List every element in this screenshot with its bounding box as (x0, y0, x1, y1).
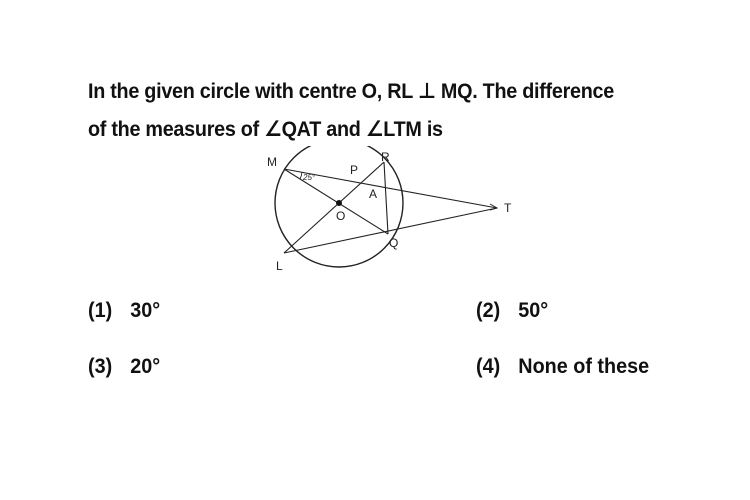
option-2-text: 50° (518, 298, 549, 322)
option-4[interactable] (476, 354, 649, 379)
chord-rl (284, 162, 384, 253)
option-1[interactable] (88, 298, 160, 323)
option-1-text: 30° (130, 298, 161, 322)
question-line-2: of the measures of ∠QAT and ∠LTM is (88, 117, 443, 141)
circle-diagram (250, 146, 530, 278)
angle-arc-m (300, 172, 302, 179)
label-l: L (276, 259, 283, 273)
label-r: R (381, 150, 390, 164)
label-p: P (350, 163, 359, 177)
option-3-number: (3) (88, 354, 113, 378)
option-4-text: None of these (518, 354, 650, 378)
option-3-text: 20° (130, 354, 161, 378)
option-2-number: (2) (476, 298, 501, 322)
option-3[interactable] (88, 354, 160, 379)
option-1-number: (1) (88, 298, 113, 322)
centre-dot (336, 200, 342, 206)
label-m: M (267, 155, 277, 169)
circle-diagram-svg (250, 146, 530, 278)
label-o: O (336, 209, 346, 223)
option-2[interactable] (476, 298, 548, 323)
angle-label-25: 25° (303, 173, 316, 182)
chord-rq (384, 162, 388, 234)
option-4-number: (4) (476, 354, 501, 378)
question-text (88, 72, 658, 148)
question-line-1: In the given circle with centre O, RL ⊥ MQ. The difference (88, 79, 614, 103)
label-q: Q (389, 236, 399, 250)
label-t: T (504, 201, 512, 215)
label-a: A (369, 187, 378, 201)
